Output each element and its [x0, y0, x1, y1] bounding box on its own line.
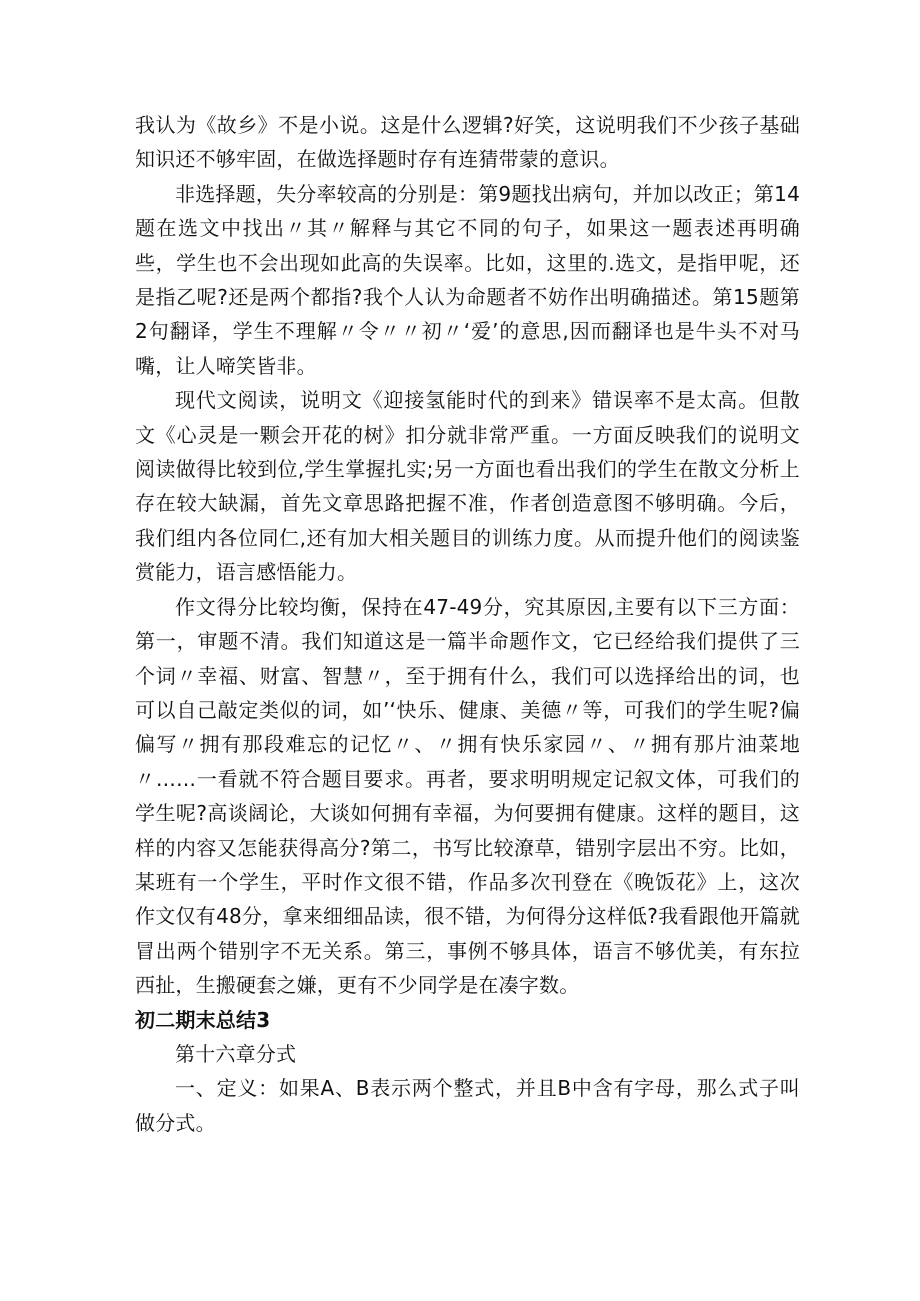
- chapter-title: 第十六章分式: [175, 1041, 297, 1066]
- document-body: [135, 108, 800, 1140]
- section-heading: 初二期末总结3: [135, 1007, 271, 1032]
- paragraph-composition: 作文得分比较均衡，保持在47-49分，究其原因,主要有以下三方面：第一，审题不清。我们知道这是一篇半命题作文，它已经给我们提供了三个词〃幸福、财富、智慧〃，至于拥有什么，我们可以选择给出的词，也可以自己敲定类似的词，如’‘快乐、健康、美德〃等，可我们的学生呢?偏偏写〃拥有那段难忘的记忆〃、〃拥有快乐家园〃、〃拥有那片油菜地〃……一看就不符合题目要求。再者，要求明明规定记叙文体，可我们的学生呢?高谈阔论，大谈如何拥有幸福，为何要拥有健康。这样的题目，这样的内容又怎能获得高分?第二，书写比较潦草，错别字层出不穷。比如，某班有一个学生，平时作文很不错，作品多次刊登在《晚饭花》上，这次作文仅有48分，拿来细细品读，很不错，为何得分这样低?我看跟他开篇就冒出两个错别字不无关系。第三，事例不够具体，语言不够优美，有东拉西扯，生搬硬套之嫌，更有不少同学是在凑字数。: [135, 594, 800, 998]
- paragraph-modern-reading: 现代文阅读，说明文《迎接氢能时代的到来》错误率不是太高。但散文《心灵是一颗会开花的树》扣分就非常严重。一方面反映我们的说明文阅读做得比较到位,学生掌握扎实;另一方面也看出我们的学生在散文分析上存在较大缺漏，首先文章思路把握不准，作者创造意图不够明确。今后，我们组内各位同仁,还有加大相关题目的训练力度。从而提升他们的阅读鉴赏能力，语言感悟能力。: [135, 388, 800, 585]
- paragraph-non-choice-questions: 非选择题，失分率较高的分别是：第9题找出病句，并加以改正；第14题在选文中找出〃其〃解释与其它不同的句子，如果这一题表述再明确些，学生也不会出现如此高的失误率。比如，这里的.选文，是指甲呢，还是指乙呢?还是两个都指?我个人认为命题者不妨作出明确描述。第15题第2句翻译，学生不理解〃令〃〃初〃‘爱’的意思,因而翻译也是牛头不对马嘴，让人啼笑皆非。: [135, 181, 800, 378]
- paragraph-gushi-logic: 我认为《故乡》不是小说。这是什么逻辑?好笑，这说明我们不少孩子基础知识还不够牢固，在做选择题时存有连猜带蒙的意识。: [135, 113, 800, 172]
- paragraph-definition: 一、定义：如果A、B表示两个整式，并且B中含有字母，那么式子叫做分式。: [135, 1076, 800, 1135]
